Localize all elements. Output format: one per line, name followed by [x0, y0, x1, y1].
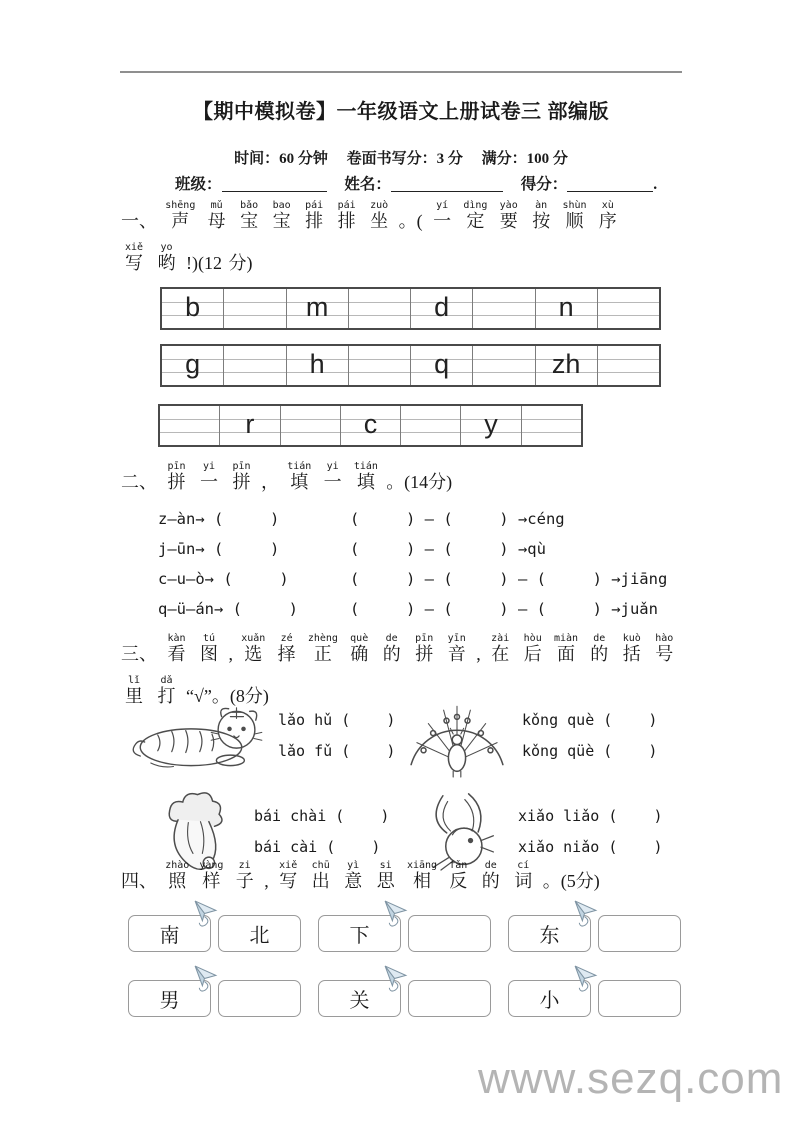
pinyin-letter: m	[305, 292, 329, 322]
ruby-char: 按àn	[532, 200, 551, 231]
option-text: xiǎo niǎo	[518, 837, 600, 856]
spelling-formula[interactable]: j—ūn→ ( )	[158, 540, 280, 558]
option-text: bái cài	[254, 837, 318, 856]
given-word: 南	[159, 925, 180, 947]
pinyin-cell[interactable]	[411, 289, 473, 328]
header-rule	[120, 71, 682, 73]
paper-plane-icon	[192, 964, 219, 993]
given-word: 东	[539, 925, 560, 947]
ruby-char: 填tián	[287, 461, 312, 492]
antonym-pair	[128, 915, 302, 952]
ruby-char: 正zhèng	[307, 633, 338, 664]
picture-grid	[128, 692, 690, 874]
option-text: lǎo hǔ	[278, 710, 333, 729]
heading-text: 分)	[228, 253, 253, 273]
pinyin-cell[interactable]	[349, 289, 411, 328]
spelling-formula[interactable]: z—àn→ ( )	[158, 510, 280, 528]
pinyin-cell[interactable]	[287, 346, 349, 385]
watermark: www.sezq.com	[478, 1054, 784, 1103]
exam-meta: 时间：60 分钟 卷面书写分：3 分 满分：100 分	[234, 151, 568, 167]
antonym-pair	[318, 915, 492, 952]
heading-text: 。(14分)	[386, 472, 453, 492]
pinyin-cell[interactable]	[536, 289, 598, 328]
pinyin-letter: c	[363, 409, 378, 439]
pinyin-cell[interactable]	[401, 406, 461, 445]
pinyin-cell[interactable]	[598, 346, 659, 385]
spelling-rows	[120, 510, 720, 630]
answer-paren[interactable]: ( )	[341, 710, 396, 729]
pinyin-letter: d	[434, 292, 450, 322]
paper-plane-icon	[382, 964, 409, 993]
answer-paren[interactable]: ( )	[335, 806, 390, 825]
heading-text: “√”。(8分)	[186, 686, 269, 706]
spelling-row	[120, 600, 720, 630]
ruby-char: 音yīn	[447, 633, 466, 664]
spelling-row	[120, 570, 720, 600]
peacock-image	[402, 692, 512, 778]
heading-text: 三、	[121, 644, 157, 664]
pinyin-option	[278, 742, 395, 760]
ruby-char: 序xù	[598, 200, 617, 231]
ruby-char: 排pái	[305, 200, 324, 231]
pinyin-letter: q	[434, 349, 450, 379]
pinyin-letter: h	[309, 349, 325, 379]
option-text: kǒng què	[522, 710, 595, 729]
ruby-char: 顺shùn	[562, 200, 587, 231]
answer-paren[interactable]: ( )	[608, 837, 663, 856]
spelling-chain[interactable]: ( ) — ( ) →céng	[350, 510, 565, 528]
answer-paren[interactable]: ( )	[603, 741, 658, 760]
word-box-answer[interactable]	[218, 915, 301, 952]
spelling-chain[interactable]: ( ) — ( ) — ( ) →juǎn	[350, 600, 658, 618]
pinyin-cell[interactable]	[473, 346, 535, 385]
spelling-chain[interactable]: ( ) — ( ) — ( ) →jiāng	[350, 570, 668, 588]
paper-plane-icon	[192, 899, 219, 928]
pinyin-option	[522, 711, 657, 729]
ruby-char: 反fǎn	[449, 860, 468, 891]
class-label: 班级：	[175, 176, 222, 193]
heading-text: ,	[476, 644, 481, 664]
pinyin-cell[interactable]	[224, 289, 286, 328]
ruby-char: 打dǎ	[157, 675, 176, 706]
given-word: 小	[539, 990, 560, 1012]
ruby-char: 的de	[481, 860, 500, 891]
ruby-char: 词cí	[514, 860, 533, 891]
score-label: 得分：	[520, 176, 568, 193]
pinyin-letter: zh	[551, 349, 581, 379]
ruby-char: 在zài	[491, 633, 510, 664]
answer-paren[interactable]: ( )	[603, 710, 658, 729]
pinyin-option	[518, 807, 663, 825]
pinyin-cell[interactable]	[287, 289, 349, 328]
option-text: lǎo fǔ	[278, 741, 333, 760]
ruby-char: 号hào	[655, 633, 674, 664]
pinyin-cell[interactable]	[162, 346, 224, 385]
pinyin-letter: g	[185, 349, 201, 379]
pinyin-option	[254, 807, 389, 825]
ruby-char: 哟yo	[157, 242, 176, 273]
answer-paren[interactable]: ( )	[326, 837, 381, 856]
ruby-char: 的de	[382, 633, 401, 664]
ruby-char: 写xiě	[279, 860, 298, 891]
pinyin-cell[interactable]	[220, 406, 280, 445]
heading-text: 。(5分)	[542, 871, 600, 891]
spelling-formula[interactable]: q—ü—án→ ( )	[158, 600, 298, 618]
pinyin-cell[interactable]	[224, 346, 286, 385]
paper-plane-icon	[572, 899, 599, 928]
given-word: 男	[159, 990, 180, 1012]
pinyin-letter: n	[558, 292, 574, 322]
pinyin-cell[interactable]	[473, 289, 535, 328]
ruby-char: 子zi	[235, 860, 254, 891]
ruby-char: 拼pīn	[415, 633, 434, 664]
option-text: xiǎo liǎo	[518, 806, 600, 825]
antonym-pair	[508, 980, 682, 1017]
ruby-char: 宝bao	[272, 200, 291, 231]
word-box-answer[interactable]	[408, 980, 491, 1017]
ruby-char: 一yi	[200, 461, 218, 492]
ruby-char: 填tián	[353, 461, 378, 492]
ruby-char: 坐zuò	[370, 200, 389, 231]
ruby-char: 一yí	[433, 200, 452, 231]
pinyin-cell[interactable]	[522, 406, 581, 445]
ruby-char: 声shēng	[165, 200, 196, 231]
heading-text: ，	[261, 472, 279, 492]
class-input[interactable]	[222, 176, 327, 192]
pinyin-letter: r	[245, 409, 255, 439]
pinyin-cell[interactable]	[341, 406, 401, 445]
word-box-answer[interactable]	[598, 980, 681, 1017]
ruby-char: 里lǐ	[125, 675, 143, 706]
page-title: 【期中模拟卷】一年级语文上册试卷三 部编版	[192, 101, 610, 123]
section1-heading	[120, 200, 652, 284]
pinyin-cell[interactable]	[461, 406, 521, 445]
antonym-pair	[128, 980, 302, 1017]
picture-item-tiger	[128, 692, 396, 778]
ruby-char: 的de	[590, 633, 609, 664]
picture-item-peacock	[396, 692, 690, 778]
pinyin-cell[interactable]	[598, 289, 659, 328]
initials-table-2	[160, 344, 661, 387]
spelling-chain[interactable]: ( ) — ( ) →qù	[350, 540, 546, 558]
ruby-char: 意yì	[344, 860, 363, 891]
heading-text: ,	[228, 644, 233, 664]
option-text: bái chài	[254, 806, 327, 825]
ruby-char: 后hòu	[523, 633, 542, 664]
initials-table-1	[160, 287, 661, 330]
ruby-char: 宝bǎo	[240, 200, 259, 231]
ruby-char: 写xiě	[125, 242, 144, 273]
ruby-char: 排pái	[337, 200, 356, 231]
pinyin-letter: b	[185, 292, 201, 322]
ruby-char: 拼pīn	[167, 461, 186, 492]
score-input[interactable]	[567, 176, 653, 192]
spelling-row	[120, 510, 720, 540]
heading-text: 二、	[121, 472, 157, 492]
word-box-answer[interactable]	[598, 915, 681, 952]
word-box-answer[interactable]	[218, 980, 301, 1017]
ruby-char: 相xiāng	[406, 860, 438, 891]
antonym-pair	[318, 980, 492, 1017]
ruby-char: 一yi	[323, 461, 342, 492]
given-word: 关	[349, 990, 370, 1012]
section4-heading	[120, 860, 700, 902]
pinyin-option	[522, 742, 657, 760]
heading-text: 四、	[121, 871, 157, 891]
ruby-char: 拼pīn	[232, 461, 251, 492]
pinyin-letter: y	[484, 409, 498, 439]
ruby-char: 图tú	[200, 633, 218, 664]
bird-image	[414, 791, 508, 871]
option-text: kǒng qüè	[522, 741, 595, 760]
answer-paren[interactable]: ( )	[608, 806, 663, 825]
spelling-row	[120, 540, 720, 570]
ruby-char: 要yào	[499, 200, 518, 231]
word-box-answer[interactable]	[408, 915, 491, 952]
pinyin-cell[interactable]	[162, 289, 224, 328]
initials-table-3	[158, 404, 583, 447]
pinyin-cell[interactable]	[536, 346, 598, 385]
ruby-char: 样yàng	[199, 860, 224, 891]
ruby-char: 母mǔ	[207, 200, 226, 231]
name-input[interactable]	[391, 176, 503, 192]
ruby-char: 出chū	[311, 860, 330, 891]
period-text: .	[653, 176, 658, 193]
answer-paren[interactable]: ( )	[341, 741, 396, 760]
heading-text: !)(12	[186, 253, 223, 273]
pinyin-option	[278, 711, 395, 729]
ruby-char: 思si	[376, 860, 395, 891]
pinyin-cell[interactable]	[160, 406, 220, 445]
given-word: 下	[349, 925, 370, 947]
ruby-char: 定dìng	[463, 200, 488, 231]
name-label: 姓名：	[344, 176, 391, 193]
pinyin-cell[interactable]	[281, 406, 341, 445]
info-fields	[120, 172, 740, 194]
ruby-char: 确què	[350, 633, 369, 664]
ruby-char: 看kàn	[167, 633, 186, 664]
ruby-char: 选xuǎn	[241, 633, 266, 664]
ruby-char: 括kuò	[622, 633, 641, 664]
antonym-pairs-grid	[128, 915, 698, 1017]
tiger-image	[128, 697, 268, 773]
ruby-char: 面miàn	[553, 633, 579, 664]
pinyin-cell[interactable]	[411, 346, 473, 385]
spelling-formula[interactable]: c—u—ò→ ( )	[158, 570, 289, 588]
pinyin-cell[interactable]	[349, 346, 411, 385]
answer-word: 北	[249, 925, 270, 947]
paper-plane-icon	[382, 899, 409, 928]
heading-text: 一、	[121, 211, 157, 231]
heading-text: ,	[264, 871, 269, 891]
section2-heading	[120, 461, 680, 503]
antonym-pair	[508, 915, 682, 952]
pinyin-option	[518, 838, 663, 856]
paper-plane-icon	[572, 964, 599, 993]
heading-text: 。(	[398, 211, 423, 231]
pinyin-option	[254, 838, 389, 856]
ruby-char: 照zhào	[165, 860, 190, 891]
ruby-char: 择zé	[277, 633, 296, 664]
